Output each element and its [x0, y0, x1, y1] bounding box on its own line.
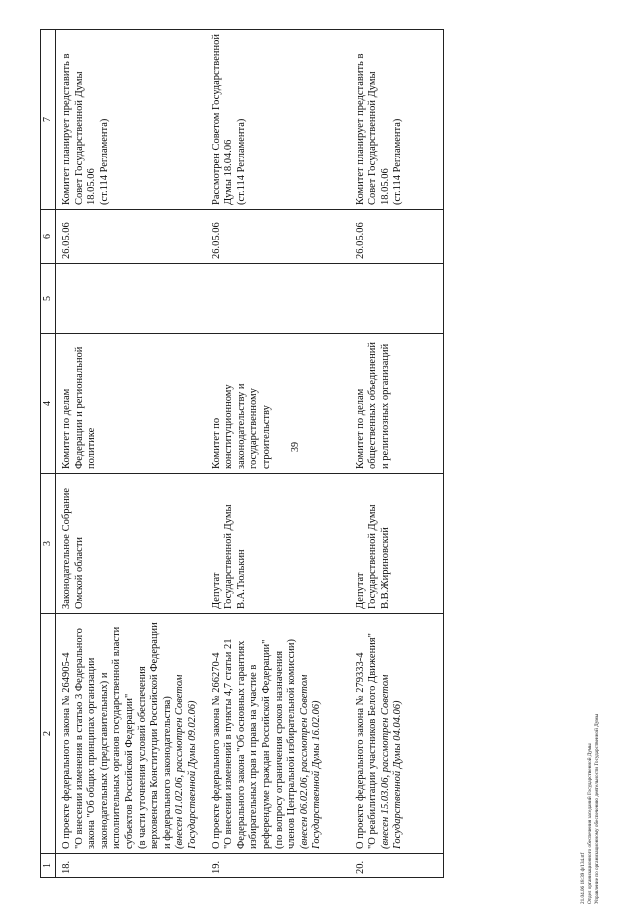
- table-row: [56, 30, 206, 878]
- date-cell: 26.05.06: [206, 210, 350, 264]
- bill-cell: [56, 614, 206, 854]
- date-cell: 26.05.06: [56, 210, 206, 264]
- column-5-cell: [206, 264, 350, 334]
- column-5-cell: [56, 264, 206, 334]
- column-number: 1: [41, 854, 56, 878]
- column-number: 2: [41, 614, 56, 854]
- bill-heading: О проекте федерального закона № 279333-4: [354, 652, 366, 849]
- status-cell: Рассмотрен Советом Государственной Думы 18.04.06 (ст.114 Регламента): [206, 30, 350, 210]
- bill-heading: О проекте федерального закона № 266270-4: [210, 652, 222, 849]
- page-number: 39: [290, 442, 301, 452]
- footer-department-line: Отдел организационного обеспечения заседаний Государственной Думы: [587, 743, 593, 904]
- row-number: 19.: [206, 854, 350, 878]
- column-number: 6: [41, 210, 56, 264]
- row-number: 18.: [56, 854, 206, 878]
- column-number: 7: [41, 30, 56, 210]
- status-cell: Комитет планирует представить в Совет Государственной Думы 18.05.06 (ст.114 Регламента): [56, 30, 206, 210]
- bill-note: (внесен 06.02.06, рассмотрен Советом Государственной Думы 16.02.06): [298, 674, 323, 849]
- date-cell: 26.05.06: [350, 210, 444, 264]
- bill-cell: [350, 614, 444, 854]
- table-row: [206, 30, 350, 878]
- column-number: 5: [41, 264, 56, 334]
- document-footer: [580, 584, 601, 904]
- bill-cell: [206, 614, 350, 854]
- bill-note: (внесен 01.02.06, рассмотрен Советом Государственной Думы 09.02.06): [174, 674, 198, 849]
- committee-cell: Комитет по конституционному законодательству и государственному строительству: [206, 334, 350, 474]
- bill-heading: О проекте федерального закона № 264905-4: [61, 652, 72, 849]
- bill-text: "О внесении изменения в статью 3 Федерального закона "Об общих принципах организации законодательных (представительных) и исполнительных органов государственной власти субъектов Российской Федерации" (в части уточнения условий обеспечения верховенства Конституции Российской Федерации и федерального законодательства): [73, 622, 173, 849]
- footer-directorate-line: Управление по организационному обеспечению деятельности Государственной Думы: [594, 714, 600, 904]
- row-number: 20.: [350, 854, 444, 878]
- committee-cell: Комитет по делам общественных объединений и религиозных организаций: [350, 334, 444, 474]
- bill-text: "О реабилитации участников Белого Движения": [367, 633, 379, 849]
- bills-table: [40, 29, 444, 878]
- column-number: 4: [41, 334, 56, 474]
- column-number-header: [41, 30, 56, 878]
- bill-text: "О внесении изменений в пункты 4,7 статьи 21 Федерального закона "Об основных гарантиях избирательных прав и права на участие в референдуме граждан Российской Федерации" (по вопросу ограничения сроков назначения членов Центральной избирательной комиссии): [223, 638, 298, 849]
- column-5-cell: [350, 264, 444, 334]
- bills-table-rotated: [40, 30, 526, 878]
- table-row: [350, 30, 444, 878]
- status-cell: Комитет планирует представить в Совет Государственной Думы 18.05.06 (ст.114 Регламента): [350, 30, 444, 210]
- bill-note: (внесен 15.03.06, рассмотрен Советом Государственной Думы 04.04.06): [379, 674, 404, 849]
- initiator-cell: Депутат Государственной Думы В.В.Жириновский: [350, 474, 444, 614]
- column-number: 3: [41, 474, 56, 614]
- footer-file-line: 21.04.06 18:39 ф/134.rtf: [580, 852, 586, 904]
- committee-cell: Комитет по делам Федерации и региональной политике: [56, 334, 206, 474]
- initiator-cell: Депутат Государственной Думы В.А.Тюлькин: [206, 474, 350, 614]
- initiator-cell: Законодательное Собрание Омской области: [56, 474, 206, 614]
